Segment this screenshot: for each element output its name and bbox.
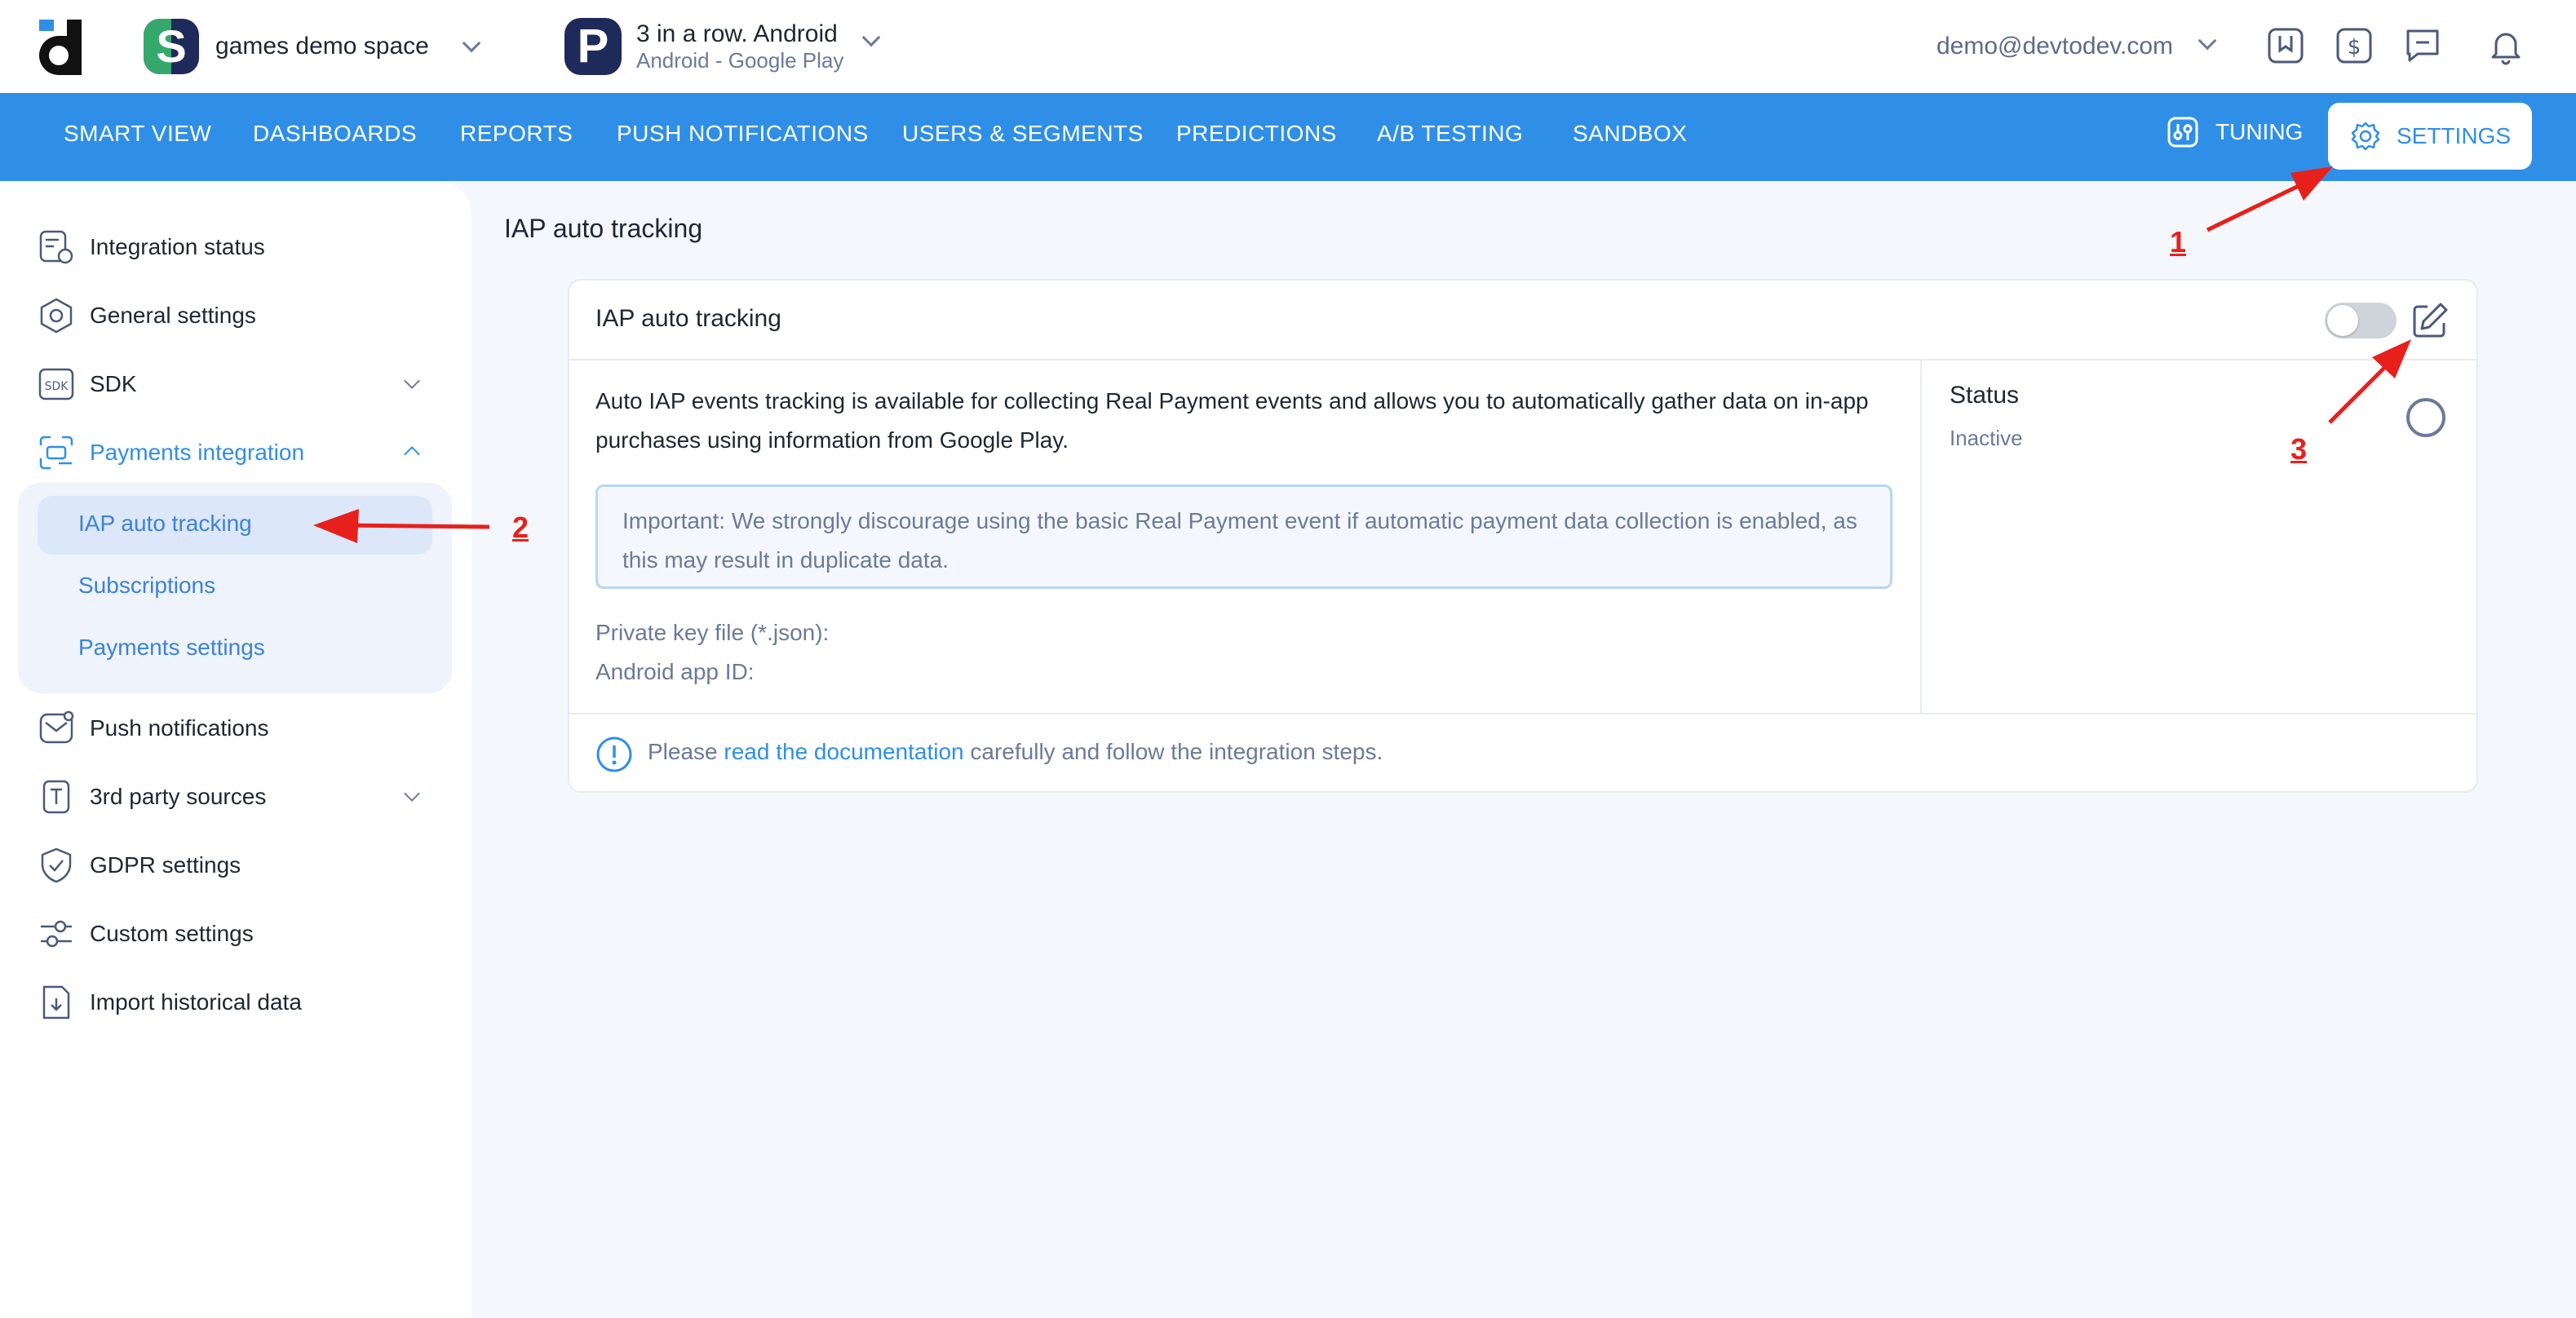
sidebar-item-label: GDPR settings [90, 852, 241, 878]
settings-button[interactable] [2328, 103, 2532, 170]
nav-sandbox[interactable]: SANDBOX [1573, 121, 1688, 146]
push-icon [38, 710, 75, 747]
sub-item-iap-auto-tracking[interactable]: IAP auto tracking [78, 511, 252, 536]
nav-push-notifications[interactable]: PUSH NOTIFICATIONS [617, 121, 869, 146]
nav-dashboards[interactable]: DASHBOARDS [253, 121, 418, 146]
gdpr-icon [38, 847, 75, 884]
important-notice: Important: We strongly discourage using the basic Real Payment event if automatic payment data collection is enabled, as this may result in duplicate data. [595, 484, 1892, 589]
top-bar [0, 0, 2576, 93]
app-selector[interactable] [564, 18, 878, 75]
toggle-knob [2327, 305, 2358, 336]
nav-reports[interactable]: REPORTS [460, 121, 573, 146]
sidebar-item-custom-settings[interactable] [38, 915, 254, 953]
space-name: games demo space [215, 33, 429, 60]
page-title: IAP auto tracking [504, 214, 703, 243]
gear-icon [2349, 120, 2382, 153]
main-nav [0, 93, 2576, 181]
app-platform: Android - Google Play [636, 48, 844, 73]
sidebar-item-label: Integration status [90, 234, 265, 259]
sidebar-item-label: SDK [90, 371, 137, 396]
app-avatar: P [564, 18, 622, 75]
sidebar-item-general-settings[interactable] [38, 297, 256, 334]
status-indicator [2406, 398, 2445, 437]
documentation-hint: Please read the documentation carefully and follow the integration steps. [648, 739, 1383, 764]
sidebar-item-integration-status[interactable] [38, 228, 265, 266]
card-description: Auto IAP events tracking is available for collecting Real Payment events and allows you to automatically gather data on in-app purchases using information from Google Play. [595, 388, 1869, 453]
sidebar-item-label: Push notifications [90, 715, 269, 741]
sidebar-item-payments-integration[interactable] [38, 434, 304, 471]
sdk-icon [38, 365, 75, 403]
svg-text:SDK: SDK [44, 380, 69, 393]
status-value: Inactive [1950, 426, 2023, 450]
annotation-label-1: 1 [2170, 225, 2187, 259]
status-title: Status [1950, 382, 2020, 409]
private-key-label: Private key file (*.json): [595, 620, 830, 645]
info-icon [595, 736, 633, 773]
sidebar-item-gdpr-settings[interactable] [38, 847, 241, 884]
annotation-label-2: 2 [512, 511, 529, 544]
import-icon [38, 984, 75, 1021]
payments-icon [38, 434, 75, 471]
tuning-button[interactable] [2167, 116, 2303, 148]
sidebar-item-sdk[interactable] [38, 365, 137, 403]
nav-predictions[interactable]: PREDICTIONS [1176, 121, 1337, 146]
tuning-label: TUNING [2215, 119, 2304, 144]
chat-icon[interactable] [2403, 26, 2442, 65]
status-panel [1923, 360, 2478, 713]
devtodev-logo[interactable] [39, 20, 82, 75]
general-settings-icon [38, 297, 75, 334]
edit-icon[interactable] [2410, 300, 2450, 341]
third-party-icon [38, 778, 75, 816]
bell-icon[interactable] [2486, 26, 2525, 65]
card-title: IAP auto tracking [595, 305, 781, 332]
sub-item-subscriptions[interactable]: Subscriptions [78, 573, 216, 598]
tuning-icon [2167, 116, 2199, 148]
app-name: 3 in a row. Android [636, 20, 838, 47]
chevron-up-icon[interactable] [404, 446, 420, 462]
svg-text:$: $ [2347, 35, 2361, 60]
user-email[interactable]: demo@devtodev.com [1936, 33, 2174, 60]
custom-settings-icon [38, 915, 75, 953]
sidebar-item-label: Payments integration [90, 440, 305, 465]
sidebar-item-label: Custom settings [90, 921, 254, 946]
annotation-label-3: 3 [2291, 432, 2308, 466]
bookmark-icon[interactable] [2266, 26, 2305, 65]
sidebar-item-push-notifications[interactable] [38, 710, 268, 747]
space-selector[interactable] [144, 18, 478, 75]
card-header [569, 281, 2476, 360]
sub-item-payments-settings[interactable]: Payments settings [78, 635, 265, 660]
iap-tracking-card [568, 279, 2478, 793]
android-app-id-label: Android app ID: [595, 659, 755, 684]
settings-label: SETTINGS [2396, 123, 2511, 148]
sidebar-item-label: 3rd party sources [90, 784, 267, 809]
sidebar-item-label: General settings [90, 303, 256, 328]
sidebar-item-label: Import historical data [90, 989, 302, 1015]
iap-tracking-toggle[interactable] [2325, 303, 2397, 338]
nav-ab-testing[interactable]: A/B TESTING [1377, 121, 1524, 146]
chevron-down-icon[interactable] [404, 373, 420, 389]
chevron-down-icon[interactable] [404, 785, 420, 802]
settings-sidebar [0, 181, 471, 1318]
space-avatar: S [144, 19, 199, 74]
chevron-down-icon [862, 29, 881, 47]
chevron-down-icon[interactable] [2198, 32, 2217, 51]
chevron-down-icon [462, 34, 480, 53]
integration-status-icon [38, 228, 75, 266]
nav-smart-view[interactable]: SMART VIEW [64, 121, 212, 146]
card-details [569, 360, 1922, 713]
sidebar-item-3rd-party-sources[interactable] [38, 778, 266, 816]
sidebar-item-import-historical-data[interactable] [38, 984, 302, 1021]
dollar-icon[interactable] [2335, 26, 2374, 65]
documentation-link[interactable]: read the documentation [724, 739, 964, 764]
card-footer [569, 713, 2476, 793]
nav-users-segments[interactable]: USERS & SEGMENTS [902, 121, 1144, 146]
